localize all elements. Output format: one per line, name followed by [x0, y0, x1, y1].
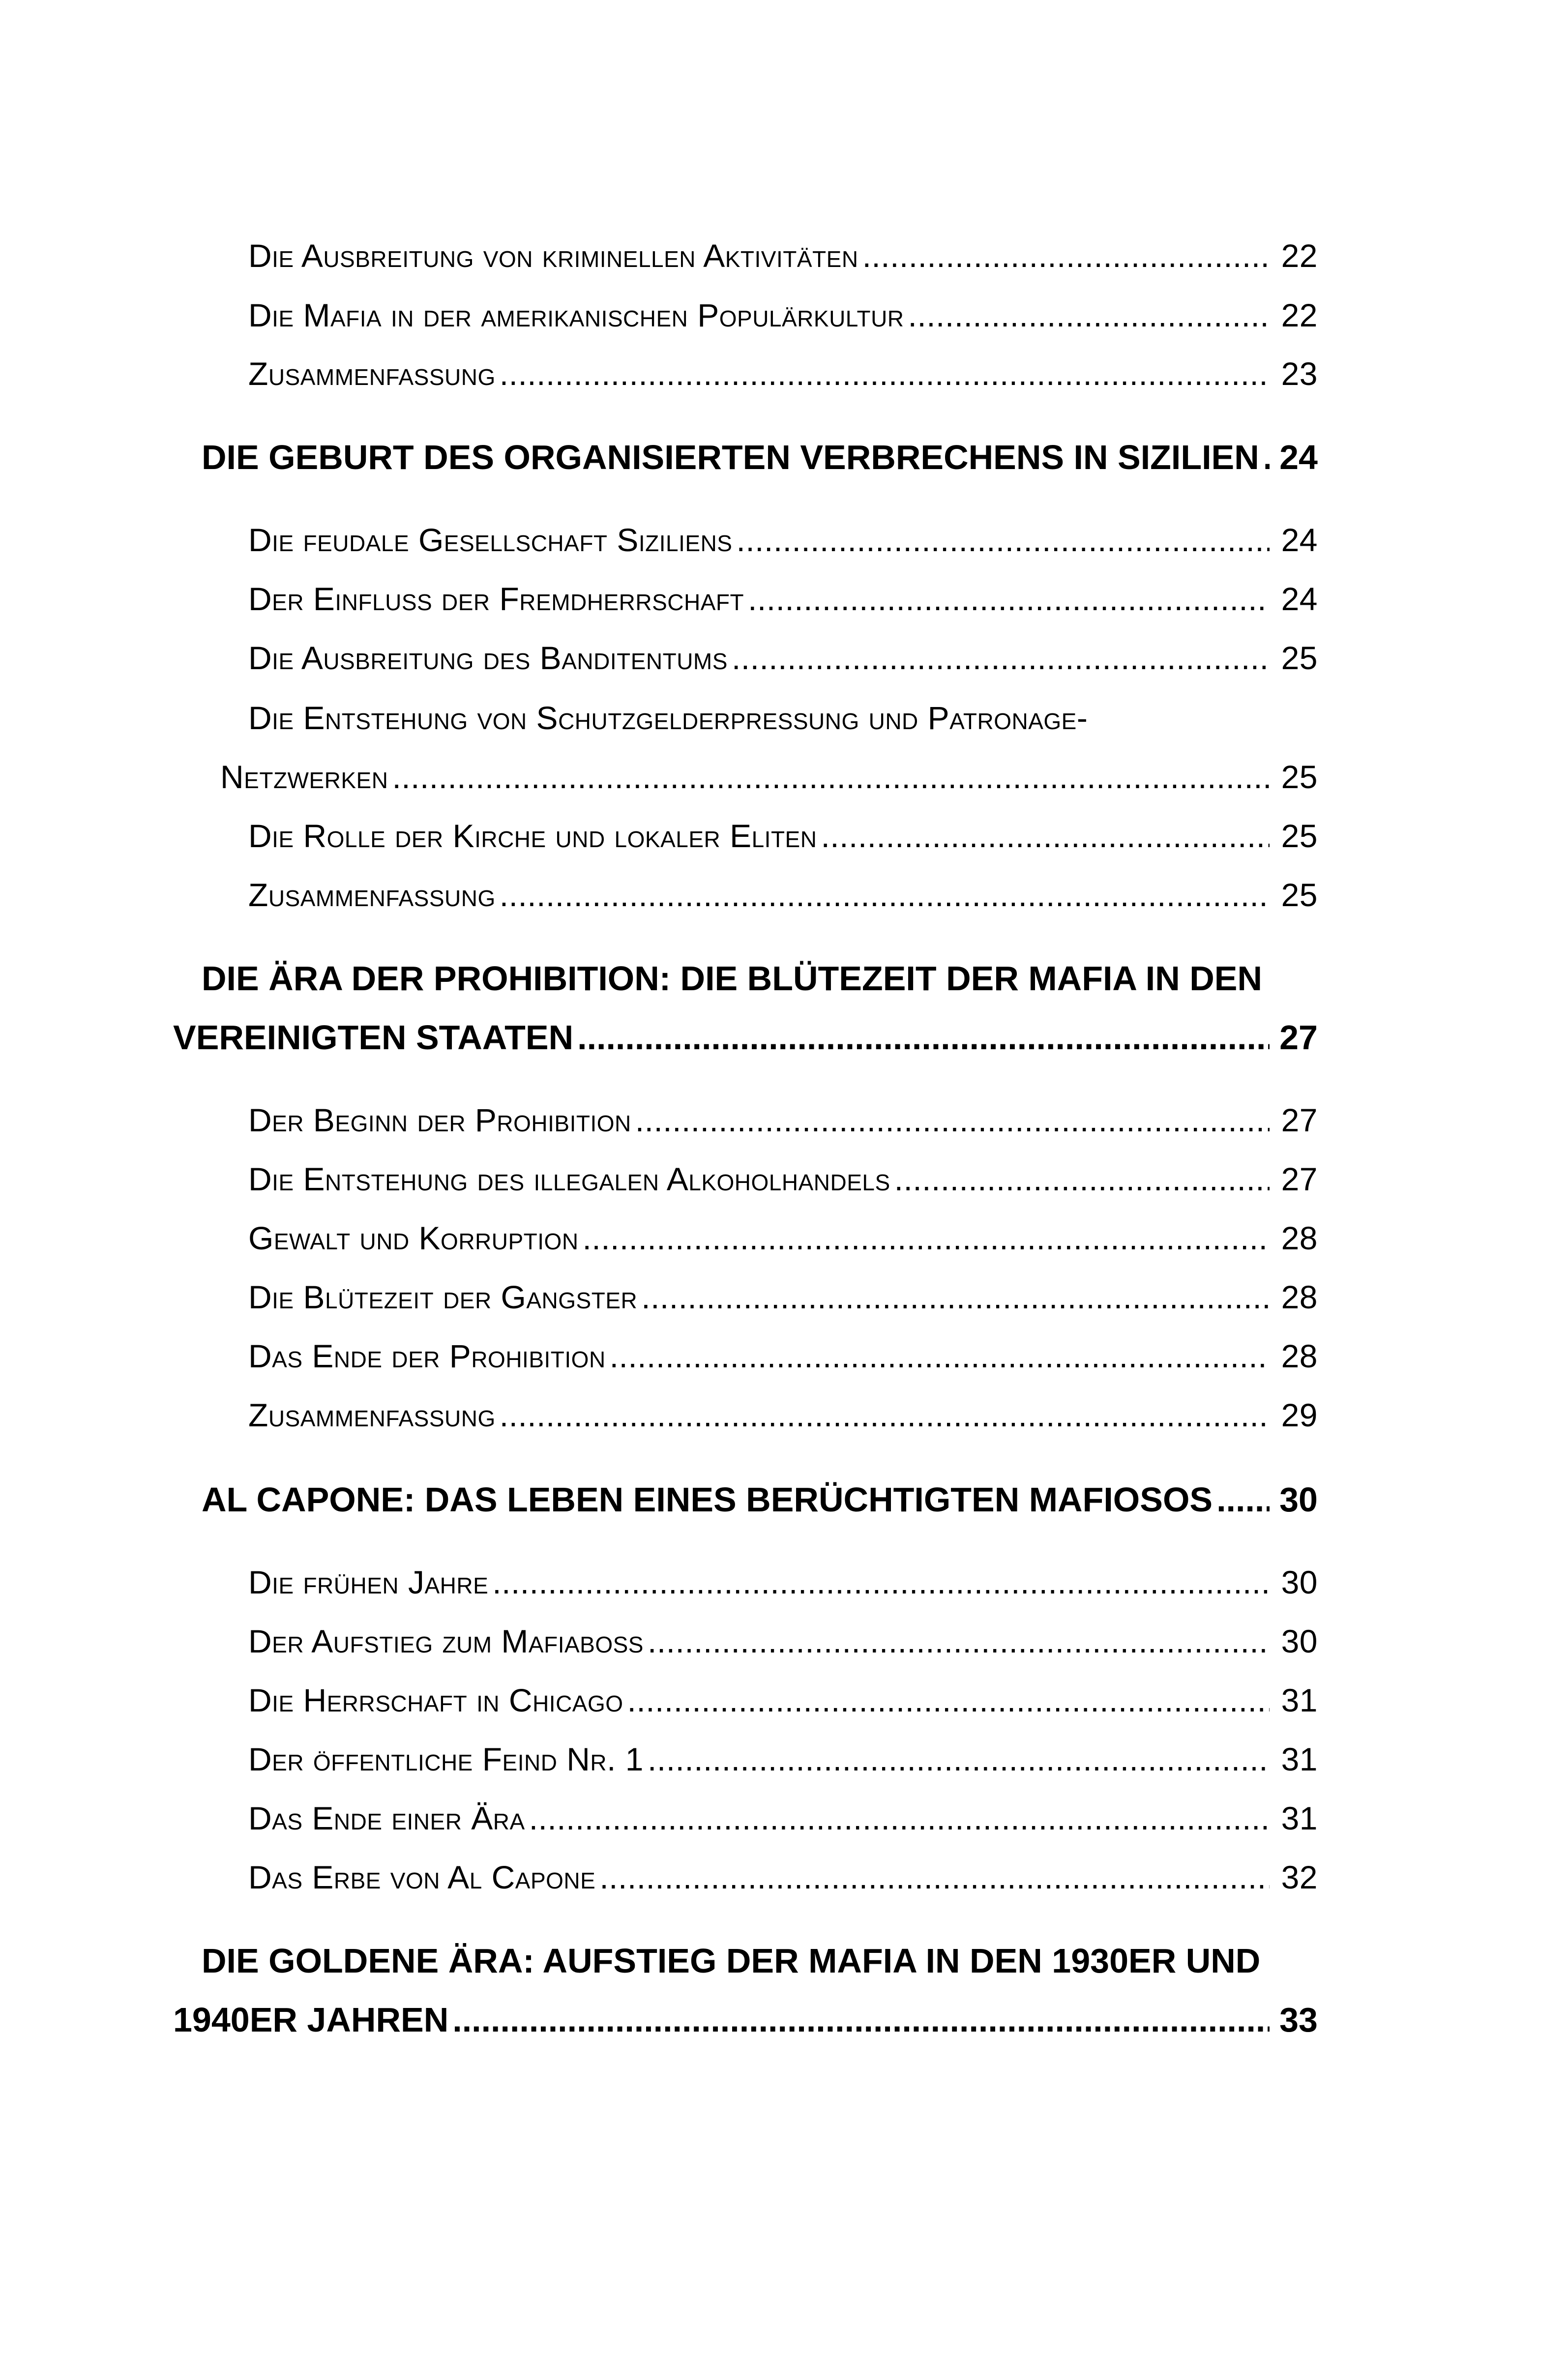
toc-entry[interactable] — [248, 1682, 1318, 1719]
toc-entry-page: 25 — [1281, 877, 1318, 913]
toc-entry-wrap[interactable] — [248, 699, 1318, 737]
dot-leader — [500, 355, 1270, 392]
dot-leader — [627, 1682, 1270, 1719]
toc-chapter-page: 33 — [1279, 2001, 1318, 2039]
dot-leader — [452, 2000, 1270, 2039]
toc-entry-page: 29 — [1281, 1397, 1318, 1433]
dot-leader — [529, 1800, 1270, 1837]
toc-entry-page: 22 — [1281, 237, 1318, 274]
toc-entry[interactable] — [248, 296, 1318, 334]
toc-chapter-page: 30 — [1279, 1480, 1318, 1519]
toc-entry-page: 32 — [1281, 1859, 1318, 1895]
dot-leader — [821, 817, 1270, 855]
toc-entry[interactable] — [248, 639, 1318, 677]
toc-entry-page: 22 — [1281, 297, 1318, 333]
toc-entry-page: 28 — [1281, 1338, 1318, 1374]
toc-chapter[interactable] — [202, 438, 1318, 477]
toc-entry[interactable] — [220, 758, 1318, 796]
toc-entry-title: Die frühen Jahre — [248, 1564, 489, 1600]
dot-leader — [736, 521, 1270, 559]
toc-entry[interactable] — [248, 1160, 1318, 1198]
toc-entry[interactable] — [248, 1622, 1318, 1660]
toc-chapter-title-continued: VEREINIGTEN STAATEN — [173, 1018, 574, 1057]
toc-chapter-title: DIE GOLDENE ÄRA: AUFSTIEG DER MAFIA IN DEN 1930ER UND — [202, 1942, 1261, 1980]
toc-entry-page: 27 — [1281, 1161, 1318, 1197]
toc-entry-title: Die Mafia in der amerikanischen Populärkultur — [248, 297, 904, 333]
toc-entry[interactable] — [248, 521, 1318, 559]
toc-entry-title: Zusammenfassung — [248, 1397, 496, 1433]
toc-entry[interactable] — [248, 1396, 1318, 1434]
toc-entry-title: Der Beginn der Prohibition — [248, 1102, 631, 1138]
toc-entry-page: 25 — [1281, 818, 1318, 854]
toc-entry[interactable] — [248, 237, 1318, 274]
dot-leader — [908, 296, 1270, 334]
toc-chapter-title: DIE GEBURT DES ORGANISIERTEN VERBRECHENS IN SIZILIEN — [202, 438, 1259, 476]
dot-leader — [641, 1278, 1270, 1316]
toc-entry[interactable] — [248, 1858, 1318, 1896]
toc-entry[interactable] — [248, 580, 1318, 618]
toc-chapter-wrap[interactable] — [202, 1941, 1318, 1980]
toc-chapter[interactable] — [173, 2000, 1318, 2039]
dot-leader — [748, 580, 1270, 618]
toc-entry-title: Die Ausbreitung von kriminellen Aktivitäten — [248, 237, 858, 274]
toc-entry-title: Zusammenfassung — [248, 877, 496, 913]
toc-entry-page: 25 — [1281, 759, 1318, 795]
toc-entry-page: 31 — [1281, 1741, 1318, 1777]
toc-entry[interactable] — [248, 355, 1318, 392]
toc-entry-page: 28 — [1281, 1220, 1318, 1256]
dot-leader — [635, 1101, 1270, 1139]
toc-entry-title: Der Aufstieg zum Mafiaboss — [248, 1623, 644, 1659]
dot-leader — [492, 1564, 1270, 1601]
toc-entry[interactable] — [248, 817, 1318, 855]
toc-chapter-page: 24 — [1279, 438, 1318, 476]
toc-entry[interactable] — [248, 1564, 1318, 1601]
toc-entry[interactable] — [248, 1219, 1318, 1257]
toc-entry[interactable] — [248, 1800, 1318, 1837]
toc-entry-page: 25 — [1281, 640, 1318, 676]
toc-entry-title: Gewalt und Korruption — [248, 1220, 579, 1256]
toc-entry-title: Die Blütezeit der Gangster — [248, 1279, 638, 1315]
toc-entry-title: Zusammenfassung — [248, 355, 496, 392]
toc-entry-title: Das Erbe von Al Capone — [248, 1859, 596, 1895]
dot-leader — [500, 876, 1270, 914]
toc-entry-title: Die Ausbreitung des Banditentums — [248, 640, 728, 676]
toc-entry[interactable] — [248, 1740, 1318, 1778]
toc-entry-title: Das Ende der Prohibition — [248, 1338, 606, 1374]
toc-chapter[interactable] — [173, 1018, 1318, 1057]
toc-chapter[interactable] — [202, 1480, 1318, 1519]
toc-entry-title: Der öffentliche Feind Nr. 1 — [248, 1741, 644, 1777]
toc-entry-page: 30 — [1281, 1564, 1318, 1600]
dot-leader — [599, 1858, 1270, 1896]
toc-chapter-wrap[interactable] — [202, 959, 1318, 998]
dot-leader — [577, 1018, 1270, 1057]
toc-entry[interactable] — [248, 1101, 1318, 1139]
toc-entry-page: 31 — [1281, 1682, 1318, 1718]
toc-entry-page: 24 — [1281, 581, 1318, 617]
dot-leader — [1216, 1480, 1270, 1519]
toc-entry[interactable] — [248, 876, 1318, 914]
toc-entry-page: 24 — [1281, 522, 1318, 558]
toc-entry-page: 27 — [1281, 1102, 1318, 1138]
toc-entry[interactable] — [248, 1278, 1318, 1316]
toc-entry-title: Die Entstehung des illegalen Alkoholhandels — [248, 1161, 890, 1197]
toc-entry-title: Der Einfluss der Fremdherrschaft — [248, 581, 744, 617]
toc-chapter-title: DIE ÄRA DER PROHIBITION: DIE BLÜTEZEIT DER MAFIA IN DEN — [202, 959, 1263, 998]
dot-leader — [1263, 438, 1270, 477]
toc-entry-title: Die Rolle der Kirche und lokaler Eliten — [248, 818, 817, 854]
dot-leader — [583, 1219, 1270, 1257]
toc-entry-title: Das Ende einer Ära — [248, 1800, 525, 1836]
toc-entry-page: 23 — [1281, 355, 1318, 392]
dot-leader — [648, 1622, 1270, 1660]
dot-leader — [732, 639, 1270, 677]
toc-entry-page: 28 — [1281, 1279, 1318, 1315]
toc-entry-title-continued: Netzwerken — [220, 759, 388, 795]
toc-chapter-title: AL CAPONE: DAS LEBEN EINES BERÜCHTIGTEN MAFIOSOS — [202, 1480, 1213, 1519]
toc-entry-title: Die feudale Gesellschaft Siziliens — [248, 522, 733, 558]
toc-entry-page: 31 — [1281, 1800, 1318, 1836]
dot-leader — [610, 1337, 1270, 1375]
dot-leader — [894, 1160, 1270, 1198]
toc-entry[interactable] — [248, 1337, 1318, 1375]
dot-leader — [648, 1740, 1270, 1778]
toc-entry-title: Die Entstehung von Schutzgelderpressung und Patronage- — [248, 700, 1088, 736]
toc-chapter-title-continued: 1940ER JAHREN — [173, 2001, 449, 2039]
dot-leader — [392, 758, 1270, 796]
toc-chapter-page: 27 — [1279, 1018, 1318, 1057]
dot-leader — [500, 1396, 1270, 1434]
toc-entry-page: 30 — [1281, 1623, 1318, 1659]
dot-leader — [862, 237, 1270, 274]
toc-entry-title: Die Herrschaft in Chicago — [248, 1682, 623, 1718]
